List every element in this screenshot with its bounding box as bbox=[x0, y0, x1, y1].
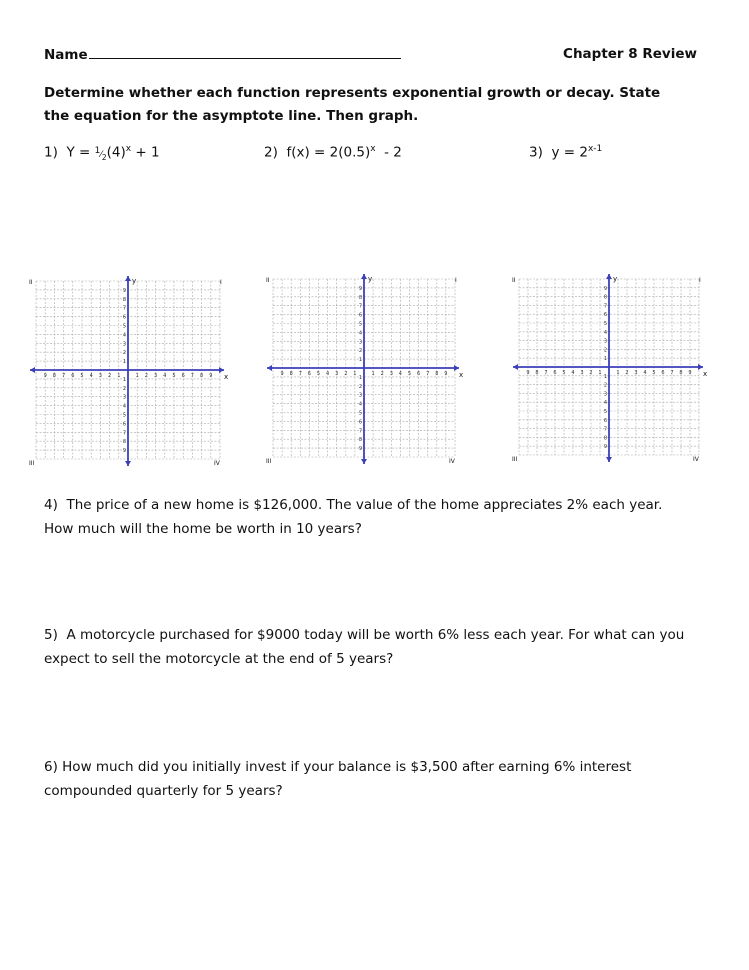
name-label: Name bbox=[44, 47, 88, 63]
function-1-exponent: x bbox=[125, 144, 132, 154]
name-blank-line[interactable] bbox=[89, 46, 401, 59]
x-tick-label: 4 bbox=[571, 370, 575, 376]
x-tick-label: 4 bbox=[398, 371, 402, 377]
x-tick-label: 2 bbox=[380, 371, 384, 377]
y-tick-label: 9 bbox=[122, 448, 126, 455]
x-tick-label: 6 bbox=[417, 371, 421, 377]
x-tick-label: 8 bbox=[535, 370, 539, 376]
x-tick-label: 7 bbox=[544, 370, 548, 376]
question-6-line1: How much did you initially invest if your balance is $3,500 after earning 6% interest bbox=[62, 759, 632, 775]
y-tick-label: 4 bbox=[603, 329, 607, 336]
y-tick-label: 1 bbox=[603, 373, 607, 380]
y-tick-label: 1 bbox=[122, 359, 126, 366]
y-tick-label: 1 bbox=[603, 356, 607, 363]
y-tick-label: 7 bbox=[358, 428, 362, 435]
y-axis-arrow-up-icon bbox=[361, 274, 367, 279]
y-axis-arrow-down-icon bbox=[125, 461, 131, 466]
y-tick-label: 1 bbox=[358, 357, 362, 364]
function-2-lhs: f(x) = 2(0.5) bbox=[286, 144, 371, 161]
x-tick-label: 6 bbox=[71, 373, 75, 379]
quadrant-label-II: II bbox=[266, 277, 270, 284]
y-axis-arrow-down-icon bbox=[361, 459, 367, 464]
y-tick-label: 7 bbox=[603, 426, 607, 433]
x-tick-label: 3 bbox=[580, 370, 584, 376]
x-tick-label: 5 bbox=[407, 371, 412, 377]
y-axis-arrow-down-icon bbox=[606, 457, 612, 462]
y-axis-arrow-up-icon bbox=[125, 276, 131, 281]
y-axis-arrow-up-icon bbox=[606, 274, 612, 279]
x-tick-label: 2 bbox=[144, 373, 148, 379]
y-tick-label: 6 bbox=[603, 312, 607, 319]
x-tick-label: 1 bbox=[353, 371, 357, 377]
x-tick-label: 1 bbox=[117, 373, 121, 379]
y-tick-label: 1 bbox=[358, 374, 362, 381]
quadrant-label-IV: IV bbox=[693, 456, 699, 463]
y-tick-label: 6 bbox=[358, 312, 362, 319]
x-tick-label: 5 bbox=[316, 371, 321, 377]
y-tick-label: 5 bbox=[603, 321, 607, 327]
y-tick-label: 8 bbox=[603, 294, 607, 301]
fraction-numerator: 1 bbox=[94, 145, 101, 156]
function-3-number: 3) bbox=[529, 144, 543, 161]
question-6 bbox=[44, 755, 714, 803]
quadrant-label-IV: IV bbox=[214, 460, 220, 467]
x-axis-label: x bbox=[459, 371, 463, 379]
quadrant-label-I: I bbox=[455, 277, 457, 284]
x-tick-label: 4 bbox=[163, 373, 167, 379]
function-2-number: 2) bbox=[264, 144, 278, 161]
x-tick-label: 6 bbox=[661, 370, 665, 376]
instructions: Determine whether each function represents exponential growth or decay. State the equation for the asymptote line. Then graph. bbox=[44, 85, 661, 124]
function-2 bbox=[264, 144, 402, 161]
y-tick-label: 4 bbox=[122, 403, 126, 410]
y-tick-label: 9 bbox=[603, 444, 607, 451]
y-axis-label: y bbox=[368, 275, 373, 283]
coordinate-grid-3[interactable] bbox=[511, 273, 707, 463]
x-tick-label: 8 bbox=[289, 371, 293, 377]
function-1-base: (4) bbox=[106, 144, 126, 161]
y-tick-label: 1 bbox=[122, 376, 126, 383]
y-tick-label: 4 bbox=[603, 400, 607, 407]
quadrant-label-I: I bbox=[699, 277, 701, 284]
y-tick-label: 4 bbox=[358, 401, 362, 408]
x-tick-label: 3 bbox=[389, 371, 393, 377]
y-tick-label: 9 bbox=[358, 285, 362, 292]
question-4 bbox=[44, 493, 714, 541]
coordinate-grid-1[interactable] bbox=[28, 275, 228, 467]
y-tick-label: 9 bbox=[358, 446, 362, 453]
function-2-exponent: x bbox=[370, 144, 376, 154]
y-tick-label: 7 bbox=[358, 303, 362, 310]
y-tick-label: 7 bbox=[122, 430, 126, 437]
y-tick-label: 9 bbox=[603, 285, 607, 292]
y-tick-label: 8 bbox=[122, 296, 126, 303]
x-tick-label: 9 bbox=[444, 371, 448, 377]
y-tick-label: 5 bbox=[358, 410, 362, 417]
x-tick-label: 7 bbox=[670, 370, 674, 376]
y-tick-label: 6 bbox=[122, 421, 126, 428]
function-1-tail: + 1 bbox=[131, 144, 160, 161]
x-tick-label: 8 bbox=[435, 371, 439, 377]
y-tick-label: 3 bbox=[358, 339, 362, 346]
y-tick-label: 2 bbox=[358, 383, 362, 390]
y-tick-label: 3 bbox=[603, 338, 607, 345]
x-tick-label: 2 bbox=[344, 371, 348, 377]
x-tick-label: 4 bbox=[89, 373, 93, 379]
y-tick-label: 5 bbox=[603, 409, 607, 415]
x-tick-label: 7 bbox=[426, 371, 430, 377]
y-tick-label: 6 bbox=[122, 314, 126, 321]
x-axis-arrow-left-icon bbox=[30, 367, 35, 373]
x-tick-label: 9 bbox=[526, 370, 530, 376]
y-tick-label: 4 bbox=[358, 330, 362, 337]
y-tick-label: 3 bbox=[122, 341, 126, 348]
function-1-lhs: Y = bbox=[66, 144, 95, 161]
question-4-line2: How much will the home be worth in 10 years? bbox=[44, 521, 362, 537]
question-6-line2: compounded quarterly for 5 years? bbox=[44, 783, 283, 799]
x-tick-label: 3 bbox=[335, 371, 339, 377]
function-3-exponent: x-1 bbox=[587, 144, 603, 154]
y-tick-label: 4 bbox=[122, 332, 126, 339]
x-tick-label: 7 bbox=[298, 371, 302, 377]
x-tick-label: 1 bbox=[371, 371, 375, 377]
x-tick-label: 1 bbox=[135, 373, 139, 379]
name-field[interactable] bbox=[44, 46, 401, 63]
x-tick-label: 4 bbox=[643, 370, 647, 376]
x-tick-label: 9 bbox=[209, 373, 213, 379]
x-tick-label: 5 bbox=[652, 370, 656, 376]
quadrant-label-III: III bbox=[512, 456, 518, 463]
fraction-denominator: 2 bbox=[101, 152, 107, 162]
x-tick-label: 8 bbox=[52, 373, 56, 379]
y-tick-label: 8 bbox=[358, 437, 362, 444]
x-tick-label: 7 bbox=[62, 373, 66, 379]
quadrant-label-II: II bbox=[512, 277, 516, 284]
quadrant-label-IV: IV bbox=[449, 458, 455, 465]
y-tick-label: 2 bbox=[122, 385, 126, 392]
x-tick-label: 6 bbox=[181, 373, 185, 379]
x-tick-label: 9 bbox=[280, 371, 284, 377]
quadrant-label-I: I bbox=[220, 279, 222, 286]
y-tick-label: 7 bbox=[603, 303, 607, 310]
y-tick-label: 8 bbox=[358, 294, 362, 301]
x-tick-label: 3 bbox=[154, 373, 158, 379]
y-tick-label: 9 bbox=[122, 287, 126, 294]
x-tick-label: 6 bbox=[553, 370, 557, 376]
question-4-line1: The price of a new home is $126,000. The value of the home appreciates 2% each year. bbox=[66, 497, 663, 513]
x-axis-label: x bbox=[224, 373, 228, 381]
function-1 bbox=[44, 144, 160, 161]
y-tick-label: 3 bbox=[122, 394, 126, 401]
x-tick-label: 4 bbox=[326, 371, 330, 377]
question-4-number: 4) bbox=[44, 497, 58, 513]
graph-3[interactable] bbox=[511, 273, 707, 463]
x-tick-label: 2 bbox=[108, 373, 112, 379]
x-axis-arrow-left-icon bbox=[513, 364, 518, 370]
y-tick-label: 5 bbox=[122, 412, 126, 419]
x-axis-arrow-left-icon bbox=[267, 365, 272, 371]
quadrant-label-II: II bbox=[29, 279, 33, 286]
x-tick-label: 8 bbox=[200, 373, 204, 379]
y-tick-label: 3 bbox=[358, 392, 362, 399]
chapter-title: Chapter 8 Review bbox=[563, 46, 697, 62]
function-3-lhs: y = 2 bbox=[551, 144, 588, 161]
quadrant-label-III: III bbox=[29, 460, 35, 467]
y-tick-label: 7 bbox=[122, 305, 126, 312]
question-5-number: 5) bbox=[44, 627, 58, 643]
y-tick-label: 8 bbox=[603, 435, 607, 442]
y-tick-label: 5 bbox=[358, 321, 362, 328]
function-1-number: 1) bbox=[44, 144, 58, 161]
x-tick-label: 2 bbox=[589, 370, 593, 376]
y-tick-label: 2 bbox=[122, 350, 126, 357]
question-5-line2: expect to sell the motorcycle at the end of 5 years? bbox=[44, 651, 394, 667]
x-tick-label: 3 bbox=[634, 370, 638, 376]
graph-1[interactable] bbox=[28, 275, 228, 467]
question-6-number: 6) bbox=[44, 759, 58, 775]
y-tick-label: 3 bbox=[603, 391, 607, 398]
y-tick-label: 2 bbox=[603, 347, 607, 354]
function-1-fraction: $^1⁄_2$ bbox=[94, 145, 107, 162]
x-tick-label: 2 bbox=[625, 370, 629, 376]
x-tick-label: 6 bbox=[307, 371, 311, 377]
x-tick-label: 5 bbox=[172, 373, 176, 379]
function-3 bbox=[529, 144, 602, 161]
y-tick-label: 6 bbox=[358, 419, 362, 426]
x-tick-label: 5 bbox=[562, 370, 566, 376]
y-tick-label: 2 bbox=[603, 382, 607, 389]
coordinate-grid-2[interactable] bbox=[265, 273, 463, 465]
y-tick-label: 8 bbox=[122, 439, 126, 446]
x-tick-label: 1 bbox=[616, 370, 620, 376]
function-2-tail: - 2 bbox=[375, 144, 402, 161]
question-5-line1: A motorcycle purchased for $9000 today will be worth 6% less each year. For what can you bbox=[66, 627, 685, 643]
x-tick-label: 1 bbox=[598, 370, 602, 376]
x-tick-label: 8 bbox=[679, 370, 683, 376]
x-tick-label: 7 bbox=[190, 373, 194, 379]
x-tick-label: 9 bbox=[688, 370, 692, 376]
x-axis-label: x bbox=[703, 370, 707, 378]
y-tick-label: 5 bbox=[122, 323, 126, 330]
y-tick-label: 6 bbox=[603, 417, 607, 424]
y-axis-label: y bbox=[132, 277, 137, 285]
quadrant-label-III: III bbox=[266, 458, 272, 465]
x-tick-label: 3 bbox=[98, 373, 102, 379]
x-tick-label: 9 bbox=[43, 373, 47, 379]
question-5 bbox=[44, 623, 714, 671]
y-tick-label: 2 bbox=[358, 348, 362, 355]
y-axis-label: y bbox=[613, 275, 618, 283]
graph-2[interactable] bbox=[265, 273, 463, 465]
x-tick-label: 5 bbox=[80, 373, 84, 379]
